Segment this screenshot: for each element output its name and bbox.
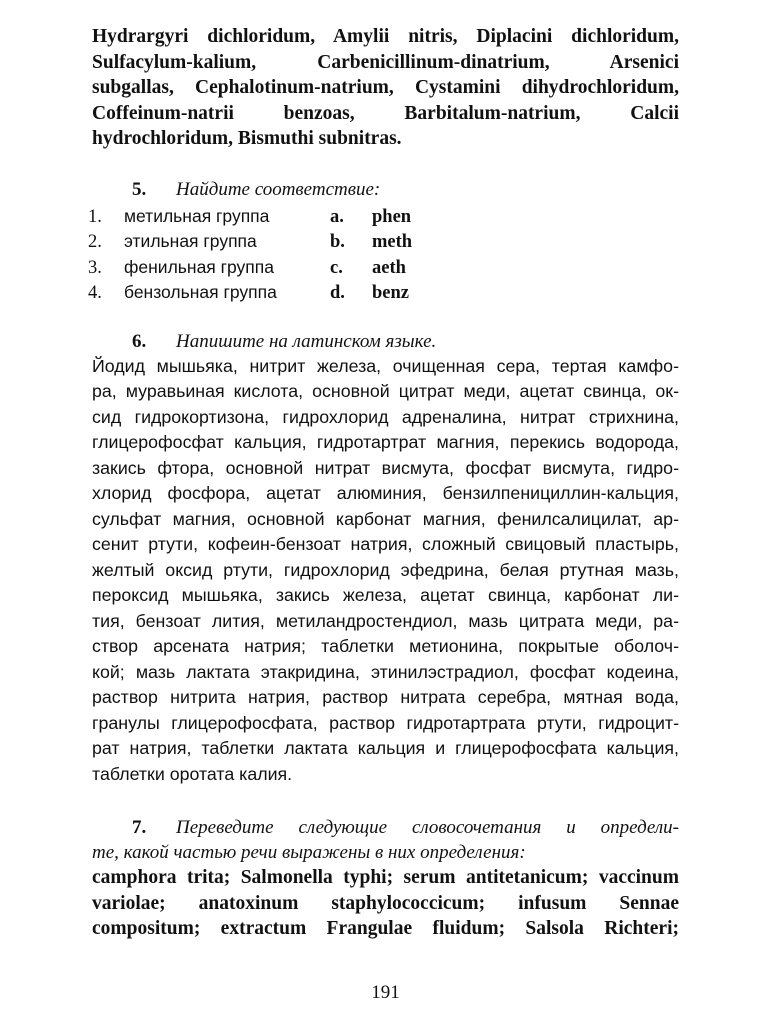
task6-line: тия, бензоат лития, метиландростендиол, мазь цитрата меди, ра- bbox=[92, 610, 679, 631]
intro-line: Hydrargyri dichloridum, Amylii nitris, Diplacini dichloridum, bbox=[92, 26, 679, 47]
intro-line: Coffeinum-natrii benzoas, Barbitalum-natrium, Calcii bbox=[92, 102, 679, 124]
task6-title: Напишите на латинском языке. bbox=[176, 330, 437, 352]
task6-line: ра, муравьиная кислота, основной цитрат меди, ацетат свинца, ок- bbox=[92, 381, 679, 401]
match-row-number: 2. bbox=[88, 232, 102, 252]
match-row-term: метильная группа bbox=[124, 205, 270, 226]
match-row bbox=[88, 255, 679, 281]
task7-phrase-line: camphora trita; Salmonella typhi; serum antitetanicum; vaccinum bbox=[92, 867, 679, 888]
task6-line: сид гидрокортизона, гидрохлорид адреналина, нитрат стрихнина, bbox=[92, 406, 679, 427]
task6-line: сенит ртути, кофеин-бензоат натрия, сложный свицовый пластырь, bbox=[92, 534, 679, 554]
task6-line: гранулы глицерофосфата, раствор гидротартрата ртути, гидроцит- bbox=[92, 712, 679, 733]
page-content bbox=[88, 24, 679, 942]
task6-line: закись фтора, основной нитрат висмута, фосфат висмута, гидро- bbox=[92, 457, 679, 478]
match-row-term: этильная группа bbox=[124, 231, 257, 251]
task6-body bbox=[92, 354, 679, 788]
task7-title-line: те, какой частью речи выражены в них определения: bbox=[92, 842, 526, 863]
match-row-letter: a. bbox=[330, 206, 344, 227]
task6-heading bbox=[92, 329, 679, 354]
task7-number: 7. bbox=[132, 817, 147, 838]
task6-line: рат натрия, таблетки лактата кальция и глицерофосфата кальция, bbox=[92, 738, 679, 758]
match-row-term: бензольная группа bbox=[124, 282, 277, 302]
task6-line: кой; мазь лактата этакридина, этинилэстрадиол, фосфат кодеина, bbox=[92, 661, 679, 682]
match-row-letter: d. bbox=[330, 283, 345, 303]
intro-line: Sulfacylum-kalium, Carbenicillinum-dinatrium, Arsenici bbox=[92, 51, 679, 73]
task6-line: хлорид фосфора, ацетат алюминия, бензилпенициллин-кальция, bbox=[92, 483, 679, 503]
match-row-letter: c. bbox=[330, 257, 343, 278]
match-row bbox=[88, 204, 679, 230]
page-number: 191 bbox=[371, 982, 400, 1003]
task6-line: пероксид мышьяка, закись железа, ацетат свинца, карбонат ли- bbox=[92, 585, 679, 605]
task6-line: желтый оксид ртути, гидрохлорид эфедрина, белая ртутная мазь, bbox=[92, 559, 679, 580]
task5-number: 5. bbox=[132, 178, 147, 200]
intro-paragraph bbox=[92, 24, 679, 152]
intro-line: subgallas, Cephalotinum-natrium, Cystamini dihydrochloridum, bbox=[92, 77, 679, 98]
intro-line: hydrochloridum, Bismuthi subnitras. bbox=[92, 128, 402, 149]
match-row-abbreviation: benz bbox=[372, 283, 409, 303]
task7-phrase-line: compositum; extractum Frangulae fluidum; Salsola Richteri; bbox=[92, 918, 679, 939]
task6-line: створ арсената натрия; таблетки метионина, покрытые оболоч- bbox=[92, 636, 679, 656]
task5-title: Найдите соответствие: bbox=[176, 178, 381, 200]
match-row-number: 1. bbox=[88, 206, 102, 227]
task6-line: глицерофосфат кальция, гидротартрат магния, перекись водорода, bbox=[92, 432, 679, 452]
match-row-number: 4. bbox=[88, 283, 102, 303]
task6-line: сульфат магния, основной карбонат магния, фенилсалицилат, ар- bbox=[92, 508, 679, 529]
task7-phrases bbox=[92, 865, 679, 942]
task6-line: таблетки оротата калия. bbox=[92, 763, 293, 784]
task7-title-line: Переведите следующие словосочетания и определи- bbox=[176, 817, 679, 838]
task6-line: Йодид мышьяка, нитрит железа, очищенная сера, тертая камфо- bbox=[92, 355, 679, 376]
match-row-number: 3. bbox=[88, 257, 102, 278]
task7-phrase-line: variolae; anatoxinum staphylococcicum; infusum Sennae bbox=[92, 892, 679, 914]
match-row bbox=[88, 280, 679, 306]
match-row-abbreviation: meth bbox=[372, 232, 413, 252]
match-row-abbreviation: aeth bbox=[372, 257, 406, 278]
match-row-term: фенильная группа bbox=[124, 256, 274, 277]
task5-heading bbox=[92, 177, 679, 202]
task6-number: 6. bbox=[132, 330, 147, 352]
task6-line: раствор нитрита натрия, раствор нитрата серебра, мятная вода, bbox=[92, 687, 679, 707]
match-row bbox=[88, 229, 679, 255]
task5-match-table bbox=[88, 204, 679, 306]
match-row-letter: b. bbox=[330, 232, 345, 252]
task7-heading bbox=[92, 815, 679, 865]
match-row-abbreviation: phen bbox=[372, 206, 412, 227]
